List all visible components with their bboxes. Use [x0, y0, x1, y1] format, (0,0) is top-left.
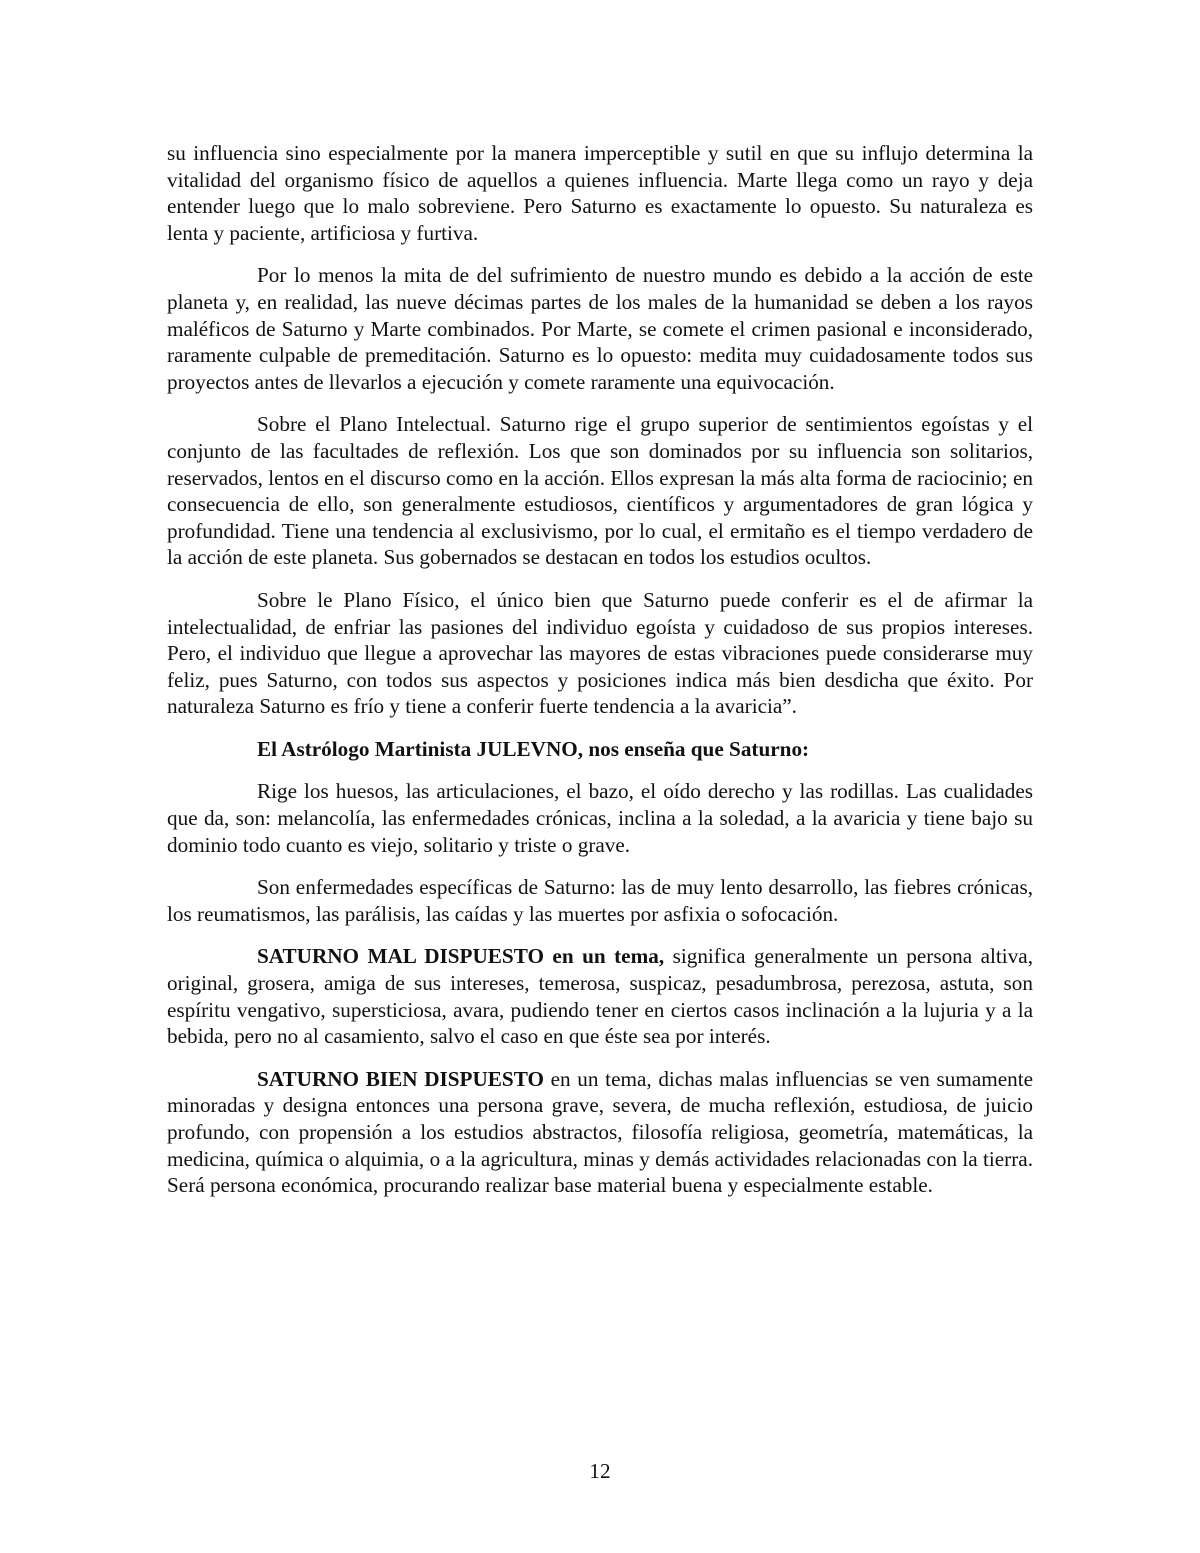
paragraph-bien-dispuesto: [167, 1066, 1033, 1199]
page-number: 12: [589, 1459, 611, 1483]
paragraph-rige-huesos: Rige los huesos, las articulaciones, el bazo, el oído derecho y las rodillas. Las cualidades que da, son: melancolía, las enfermedades crónicas, inclina a la soledad, a la avaricia y tiene bajo su dominio todo cuanto es viejo, solitario y triste o grave.: [167, 779, 1033, 857]
mal-dispuesto-body: significa generalmente un persona altiva, original, grosera, amiga de sus intereses, temerosa, suspicaz, pesadumbrosa, perezosa, astuta, son espíritu vengativo, supersticiosa, avara, pudiendo tener en ciertos casos inclinación a la lujuria y a la bebida, pero no al casamiento, salvo el caso en que éste sea por interés.: [167, 944, 1033, 1049]
paragraph-1: su influencia sino especialmente por la manera imperceptible y sutil en que su influjo determina la vitalidad del organismo físico de aquellos a quienes influencia. Marte llega como un rayo y deja entender luego que lo malo sobreviene. Pero Saturno es exactamente lo opuesto. Su naturaleza es lenta y paciente, artificiosa y furtiva.: [167, 141, 1033, 245]
bien-dispuesto-lead: SATURNO BIEN DISPUESTO: [257, 1066, 544, 1091]
paragraph-mal-dispuesto: [167, 943, 1033, 1049]
mal-dispuesto-lead: SATURNO MAL DISPUESTO en un tema,: [257, 944, 665, 969]
paragraph-enfermedades: Son enfermedades específicas de Saturno: las de muy lento desarrollo, las fiebres crónicas, los reumatismos, las parálisis, las caídas y las muertes por asfixia o sofocación.: [167, 875, 1033, 926]
section-heading-julevno: El Astrólogo Martinista JULEVNO, nos enseña que Saturno:: [257, 736, 810, 761]
paragraph-2: Por lo menos la mita de del sufrimiento de nuestro mundo es debido a la acción de este planeta y, en realidad, las nueve décimas partes de los males de la humanidad se deben a los rayos maléficos de Saturno y Marte combinados. Por Marte, se comete el crimen pasional e inconsiderado, raramente culpable de premeditación. Saturno es lo opuesto: medita muy cuidadosamente todos sus proyectos antes de llevarlos a ejecución y comete raramente una equivocación.: [167, 263, 1033, 394]
paragraph-plano-intelectual: Sobre el Plano Intelectual. Saturno rige el grupo superior de sentimientos egoístas y el conjunto de las facultades de reflexión. Los que son dominados por su influencia son solitarios, reservados, lentos en el discurso como en la acción. Ellos expresan la más alta forma de raciocinio; en consecuencia de ello, son generalmente estudiosos, científicos y argumentadores de gran lógica y profundidad. Tiene una tendencia al exclusivismo, por lo cual, el ermitaño es el tiempo verdadero de la acción de este planeta. Sus gobernados se destacan en todos los estudios ocultos.: [167, 412, 1033, 570]
paragraph-plano-fisico: Sobre le Plano Físico, el único bien que Saturno puede conferir es el de afirmar la intelectualidad, de enfriar las pasiones del individuo egoísta y cuidadoso de sus propios intereses. Pero, el individuo que llegue a aprovechar las mayores de estas vibraciones puede considerarse muy feliz, pues Saturno, con todos sus aspectos y posiciones indica más bien desdicha que éxito. Por naturaleza Saturno es frío y tiene a conferir fuerte tendencia a la avaricia”.: [167, 587, 1033, 719]
page-body: [167, 140, 1033, 1215]
bien-dispuesto-body: en un tema, dichas malas influencias se ven sumamente minoradas y designa entonces una persona grave, severa, de mucha reflexión, estudiosa, de juicio profundo, con propensión a los estudios abstractos, filosofía religiosa, geometría, matemáticas, la medicina, química o alquimia, o a la agricultura, minas y demás actividades relacionadas con la tierra. Será persona económica, procurando realizar base material buena y especialmente estable.: [167, 1066, 1033, 1198]
